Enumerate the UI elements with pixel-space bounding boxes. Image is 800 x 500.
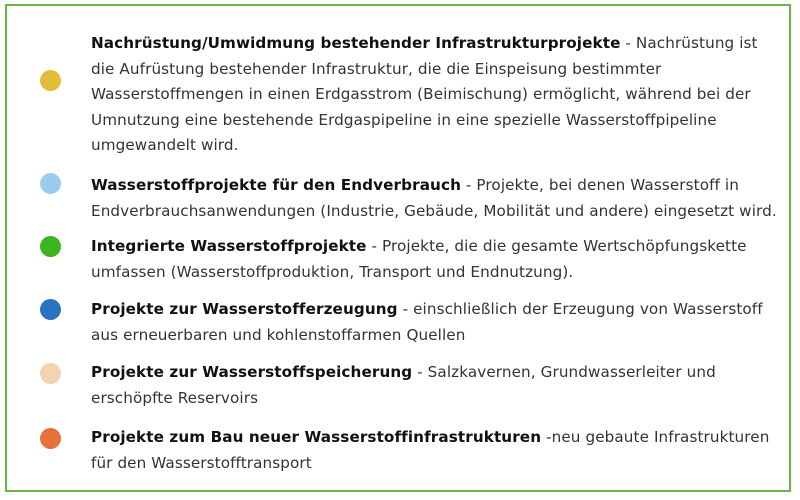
legend-item-description: - Projekte, bei denen Wasserstoff in Endverbrauchsanwendungen (Industrie, Gebäude, Mobilität und andere) eingesetzt wird. xyxy=(91,176,777,220)
legend-item-description: - Salzkavernen, Grundwasserleiter und erschöpfte Reservoirs xyxy=(91,363,716,407)
legend-item-integrated xyxy=(91,234,781,285)
legend-item-description: - Projekte, die die gesamte Wertschöpfungskette umfassen (Wasserstoffproduktion, Transport und Endnutzung). xyxy=(91,237,747,281)
green-dot-icon xyxy=(40,236,61,257)
legend-item-title: Projekte zur Wasserstoffspeicherung xyxy=(91,363,413,381)
yellow-dot-icon xyxy=(40,70,61,91)
legend-item-title: Wasserstoffprojekte für den Endverbrauch xyxy=(91,176,461,194)
legend-item-description: -neu gebaute Infrastrukturen für den Wasserstofftransport xyxy=(91,428,770,472)
legend-item-production xyxy=(91,297,781,348)
legend-item-end-use xyxy=(91,173,781,224)
orange-dot-icon xyxy=(40,428,61,449)
legend-item-title: Integrierte Wasserstoffprojekte xyxy=(91,237,367,255)
legend-item-storage xyxy=(91,360,781,411)
legend-item-title: Projekte zur Wasserstofferzeugung xyxy=(91,300,398,318)
legend-item-description: - einschließlich der Erzeugung von Wasserstoff aus erneuerbaren und kohlenstoffarmen Quellen xyxy=(91,300,763,344)
legend-item-description: - Nachrüstung ist die Aufrüstung bestehender Infrastruktur, die die Einspeisung bestimmter Wasserstoffmengen in einen Erdgasstrom (Beimischung) ermöglicht, während bei der Umnutzung eine bestehende Erdgaspipeline in eine spezielle Wasserstoffpipeline umgewandelt wird. xyxy=(91,34,758,154)
legend-item-title: Projekte zum Bau neuer Wasserstoffinfrastrukturen xyxy=(91,428,542,446)
dark-blue-dot-icon xyxy=(40,299,61,320)
beige-dot-icon xyxy=(40,363,61,384)
legend-item-title: Nachrüstung/Umwidmung bestehender Infrastrukturprojekte xyxy=(91,34,621,52)
legend-item-new-infrastructure xyxy=(91,425,781,476)
legend-item-retrofit xyxy=(91,31,781,159)
light-blue-dot-icon xyxy=(40,173,61,194)
